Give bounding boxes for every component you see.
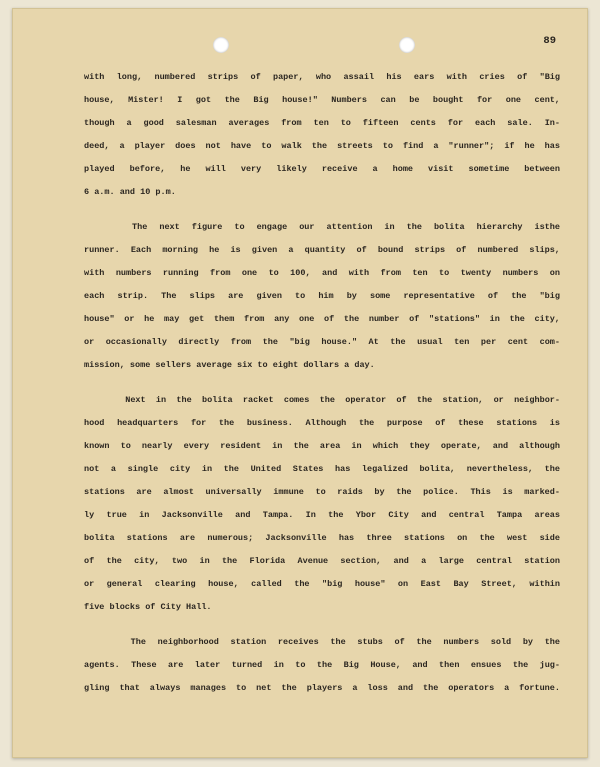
page-number: 89 bbox=[543, 35, 556, 47]
text-line: The next figure to engage our attention in the bolita hierarchy isthe bbox=[84, 222, 560, 232]
text-line: 6 a.m. and 10 p.m. bbox=[84, 187, 176, 197]
punch-hole-right bbox=[399, 37, 415, 53]
text-line: not a single city in the United States has legalized bolita, nevertheless, the bbox=[84, 464, 560, 474]
body-text bbox=[84, 66, 560, 700]
text-line: stations are almost universally immune to raids by the police. This is marked- bbox=[84, 487, 560, 497]
text-line: with numbers running from one to 100, and with from ten to twenty numbers on bbox=[84, 268, 560, 278]
text-line: of the city, two in the Florida Avenue section, and a large central station bbox=[84, 556, 560, 566]
paragraph-3 bbox=[84, 389, 560, 619]
punch-hole-left bbox=[213, 37, 229, 53]
text-line: though a good salesman averages from ten to fifteen cents for each sale. In- bbox=[84, 118, 560, 128]
paragraph-4 bbox=[84, 631, 560, 700]
paragraph-1 bbox=[84, 66, 560, 204]
text-line: agents. These are later turned in to the Big House, and then ensues the jug- bbox=[84, 660, 560, 670]
text-line: gling that always manages to net the players a loss and the operators a fortune. bbox=[84, 683, 560, 693]
text-line: or occasionally directly from the "big house." At the usual ten per cent com- bbox=[84, 337, 560, 347]
text-line: ly true in Jacksonville and Tampa. In the Ybor City and central Tampa areas bbox=[84, 510, 560, 520]
paragraph-2 bbox=[84, 216, 560, 377]
text-line: known to nearly every resident in the area in which they operate, and although bbox=[84, 441, 560, 451]
text-line: house" or he may get them from any one of the number of "stations" in the city, bbox=[84, 314, 560, 324]
text-line: mission, some sellers average six to eight dollars a day. bbox=[84, 360, 375, 370]
text-line: with long, numbered strips of paper, who assail his ears with cries of "Big bbox=[84, 72, 560, 82]
text-line: deed, a player does not have to walk the streets to find a "runner"; if he has bbox=[84, 141, 560, 151]
text-line: five blocks of City Hall. bbox=[84, 602, 212, 612]
text-line: house, Mister! I got the Big house!" Numbers can be bought for one cent, bbox=[84, 95, 560, 105]
document-page bbox=[12, 8, 588, 758]
text-line: bolita stations are numerous; Jacksonville has three stations on the west side bbox=[84, 533, 560, 543]
text-line: or general clearing house, called the "big house" on East Bay Street, within bbox=[84, 579, 560, 589]
text-line: runner. Each morning he is given a quantity of bound strips of numbered slips, bbox=[84, 245, 560, 255]
text-line: hood headquarters for the business. Although the purpose of these stations is bbox=[84, 418, 560, 428]
text-line: Next in the bolita racket comes the operator of the station, or neighbor- bbox=[84, 395, 560, 405]
text-line: played before, he will very likely receive a home visit sometime between bbox=[84, 164, 560, 174]
text-line: each strip. The slips are given to him by some representative of the "big bbox=[84, 291, 560, 301]
text-line: The neighborhood station receives the stubs of the numbers sold by the bbox=[84, 637, 560, 647]
